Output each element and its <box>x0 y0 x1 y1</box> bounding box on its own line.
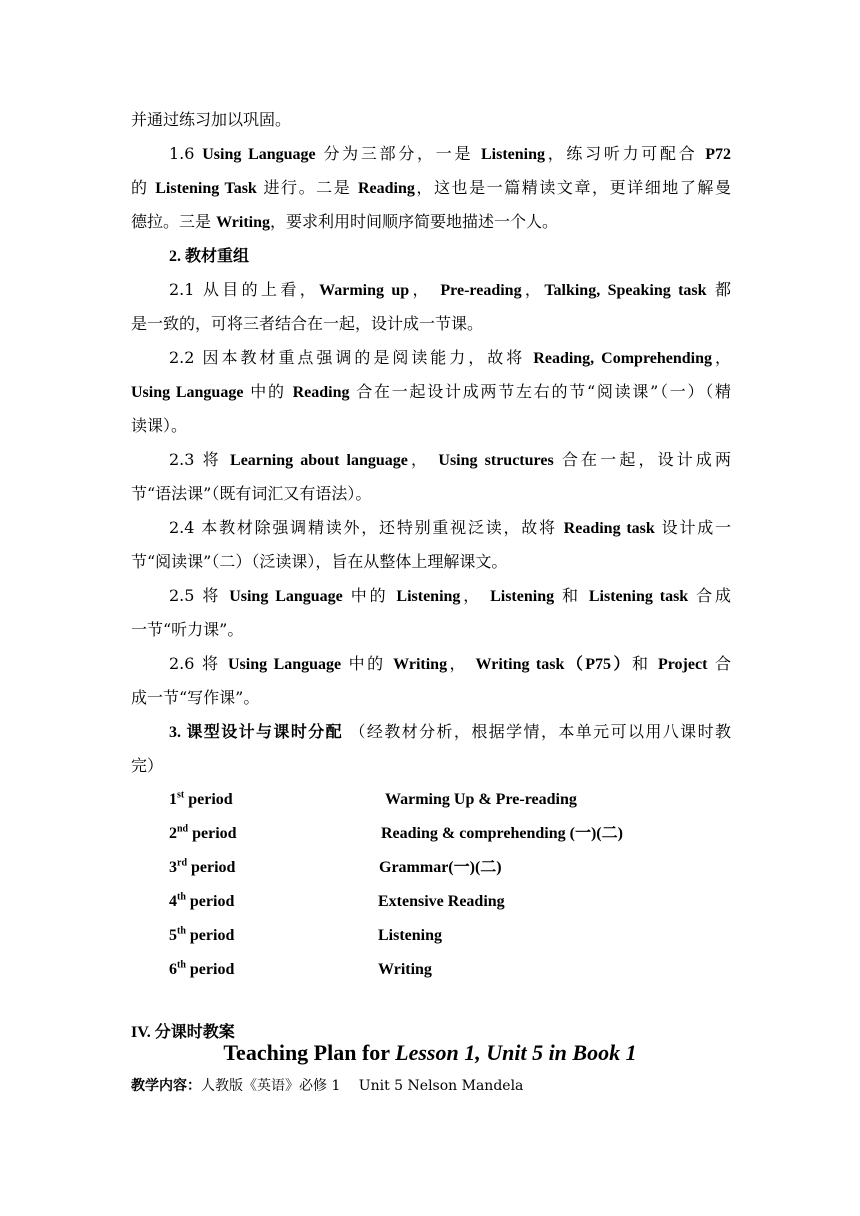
section-heading: IV. 分课时教案 <box>131 1024 235 1041</box>
text-line: 成一节“写作课”。 <box>131 688 260 707</box>
period-label: 4th period <box>169 891 235 910</box>
period-topic: Listening <box>378 927 443 944</box>
text-line: 2.1 从目的上看，Warming up， Pre-reading，Talking, Speaking task 都 <box>169 280 732 299</box>
text-line: 2.5 将 Using Language 中的 Listening， Listening 和 Listening task 合成 <box>169 586 731 605</box>
section-heading: 2. 教材重组 <box>169 248 250 265</box>
period-topic: Grammar(一)(二) <box>379 859 502 876</box>
period-topic: Extensive Reading <box>378 893 505 910</box>
text-line: 2.4 本教材除强调精读外，还特别重视泛读，故将 Reading task 设计成一 <box>169 518 731 537</box>
text-line: 2.3 将 Learning about language， Using structures 合在一起，设计成两 <box>169 450 731 469</box>
period-label: 1st period <box>169 789 233 808</box>
text-line: 的 Listening Task 进行。二是 Reading，这也是一篇精读文章，更详细地了解曼 <box>131 178 731 197</box>
period-topic: Reading & comprehending (一)(二) <box>381 825 623 842</box>
period-label: 5th period <box>169 925 235 944</box>
section-heading: 3. 课型设计与课时分配 （经教材分析，根据学情，本单元可以用八课时教 <box>169 722 731 741</box>
text-line: 2.2 因本教材重点强调的是阅读能力，故将 Reading, Comprehending， <box>169 348 731 367</box>
text-line: 2.6 将 Using Language 中的 Writing， Writing task（P75）和 Project 合 <box>169 654 731 673</box>
text-line: 完） <box>131 756 164 775</box>
text-line: 1.6 Using Language 分为三部分，一是 Listening，练习听力可配合 P72 <box>169 144 731 163</box>
text-line: Using Language 中的 Reading 合在一起设计成两节左右的节“阅读课”（一）（精 <box>131 382 731 401</box>
plan-title: Teaching Plan for Lesson 1, Unit 5 in Book 1 <box>223 1040 637 1065</box>
period-topic: Writing <box>378 961 432 978</box>
text-line: 一节“听力课”。 <box>131 620 244 639</box>
period-label: 2nd period <box>169 823 237 842</box>
period-label: 6th period <box>169 959 235 978</box>
text-line: 是一致的，可将三者结合在一起，设计成一节课。 <box>131 314 484 333</box>
text-line: 德拉。三是 Writing，要求利用时间顺序简要地描述一个人。 <box>131 212 559 231</box>
period-topic: Warming Up & Pre-reading <box>385 791 577 808</box>
period-label: 3rd period <box>169 857 236 876</box>
text-line: 并通过练习加以巩固。 <box>131 110 292 129</box>
text-line: 读课）。 <box>131 416 188 435</box>
teaching-content-line: 教学内容：人教版《英语》必修 1 Unit 5 Nelson Mandela <box>131 1078 524 1094</box>
text-line: 节“语法课”（既有词汇又有语法）。 <box>131 484 372 503</box>
text-line: 节“阅读课”（二）（泛读课），旨在从整体上理解课文。 <box>131 552 508 571</box>
